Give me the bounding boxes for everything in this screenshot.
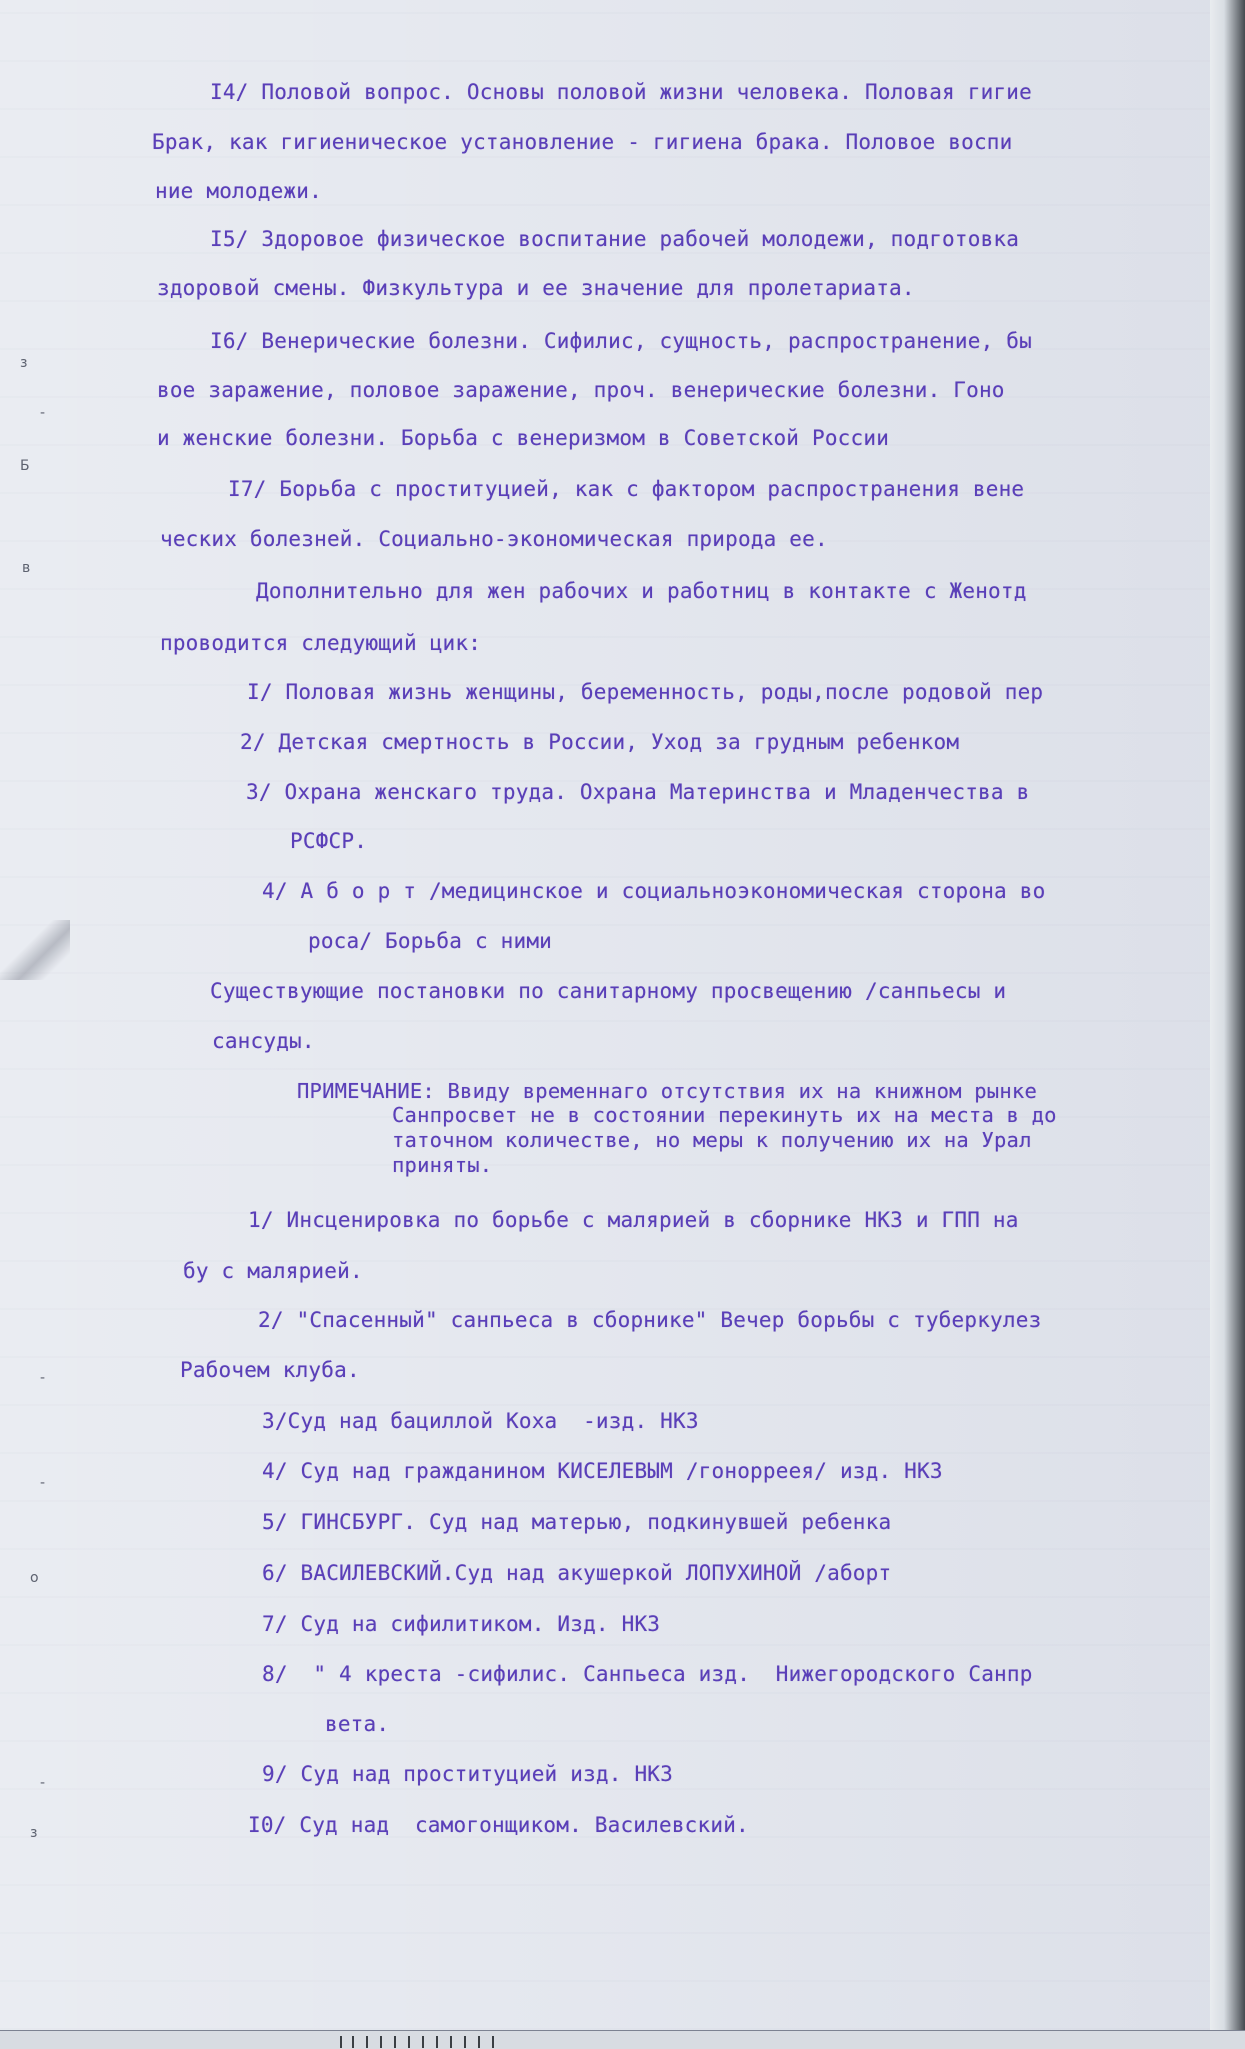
text-line: проводится следующий цик: xyxy=(160,631,482,655)
binding-tick xyxy=(394,2036,396,2048)
text-line: 3/ Охрана женскаго труда. Охрана Материнства и Младенчества в xyxy=(246,780,1030,804)
text-line: вета. xyxy=(325,1712,390,1736)
binding-tick xyxy=(380,2036,382,2048)
text-line: Рабочем клуба. xyxy=(180,1358,360,1382)
note-line: ПРИМЕЧАНИЕ: Ввиду временнаго отсутствия их на книжном рынке xyxy=(297,1079,1037,1103)
page-edge-bottom xyxy=(0,2030,1245,2049)
text-line: Существующие постановки по санитарному просвещению /санпьесы и xyxy=(210,979,1007,1003)
binding-tick xyxy=(366,2036,368,2048)
text-line: ческих болезней. Социально-экономическая природа ее. xyxy=(160,527,828,551)
text-line: 7/ Суд на сифилитиком. Изд. НКЗ xyxy=(262,1612,661,1636)
text-line: 6/ ВАСИЛЕВСКИЙ.Суд над акушеркой ЛОПУХИНОЙ /аборт xyxy=(262,1561,892,1585)
binding-tick xyxy=(478,2036,480,2048)
binding-tick xyxy=(464,2036,466,2048)
note-line: таточном количестве, но меры к получению их на Урал xyxy=(392,1128,1032,1152)
text-line: I4/ Половой вопрос. Основы половой жизни человека. Половая гигие xyxy=(210,80,1032,104)
binding-tick xyxy=(492,2036,494,2048)
text-line: Брак, как гигиеническое установление - гигиена брака. Половое воспи xyxy=(152,130,1013,154)
text-line: 4/ Суд над гражданином КИСЕЛЕВЫМ /гонорреея/ изд. НКЗ xyxy=(262,1459,943,1483)
binding-tick xyxy=(340,2036,342,2048)
text-line: 4/ А б о р т /медицинское и социальноэкономическая сторона во xyxy=(262,879,1046,903)
text-line: Дополнительно для жен рабочих и работниц в контакте с Женотд xyxy=(256,579,1027,603)
page-edge-right xyxy=(1210,0,1245,2048)
text-line: I7/ Борьба с проституцией, как с фактором распространения вене xyxy=(228,477,1025,501)
text-line: I5/ Здоровое физическое воспитание рабочей молодежи, подготовка xyxy=(210,227,1020,251)
text-line: и женские болезни. Борьба с венеризмом в Советской России xyxy=(157,426,890,450)
text-line: сансуды. xyxy=(212,1029,315,1053)
margin-mark: з xyxy=(20,355,28,371)
text-line: 8/ " 4 креста -сифилис. Санпьеса изд. Нижегородского Санпр xyxy=(262,1662,1033,1686)
margin-mark: о xyxy=(30,1570,39,1586)
binding-tick xyxy=(408,2036,410,2048)
margin-mark: Б xyxy=(20,458,30,474)
text-line: ние молодежи. xyxy=(155,179,322,203)
text-line: 1/ Инсценировка по борьбе с малярией в сборнике НКЗ и ГПП на xyxy=(248,1208,1019,1232)
binding-tick xyxy=(352,2036,354,2048)
binding-tick xyxy=(436,2036,438,2048)
text-line: вое заражение, половое заражение, проч. венерические болезни. Гоно xyxy=(157,378,1005,402)
text-line: I6/ Венерические болезни. Сифилис, сущность, распространение, бы xyxy=(210,329,1032,353)
note-line: приняты. xyxy=(392,1153,493,1177)
margin-mark: в xyxy=(22,560,31,576)
text-line: I/ Половая жизнь женщины, беременность, роды,после родовой пер xyxy=(247,680,1044,704)
page-fold-shadow xyxy=(0,920,70,980)
text-line: 2/ Детская смертность в России, Уход за грудным ребенком xyxy=(240,730,960,754)
margin-mark: з xyxy=(30,1825,38,1841)
margin-mark: - xyxy=(40,405,46,421)
note-line: Санпросвет не в состоянии перекинуть их на места в до xyxy=(392,1103,1057,1127)
text-line: здоровой смены. Физкультура и ее значение для пролетариата. xyxy=(157,276,915,300)
text-line: I0/ Суд над самогонщиком. Василевский. xyxy=(248,1813,749,1837)
margin-mark: - xyxy=(40,1370,46,1386)
text-line: 9/ Суд над проституцией изд. НКЗ xyxy=(262,1762,673,1786)
text-line: 5/ ГИНСБУРГ. Суд над матерью, подкинувшей ребенка xyxy=(262,1510,892,1534)
margin-mark: - xyxy=(40,1775,46,1791)
binding-tick xyxy=(422,2036,424,2048)
margin-mark: - xyxy=(40,1475,46,1491)
text-line: 2/ "Спасенный" санпьеса в сборнике" Вечер борьбы с туберкулез xyxy=(258,1308,1042,1332)
text-line: роса/ Борьба с ними xyxy=(308,929,553,953)
binding-tick xyxy=(450,2036,452,2048)
text-line: бу с малярией. xyxy=(183,1259,363,1283)
text-line: РСФСР. xyxy=(290,829,368,853)
text-line: 3/Суд над бациллой Коха -изд. НКЗ xyxy=(262,1409,699,1433)
